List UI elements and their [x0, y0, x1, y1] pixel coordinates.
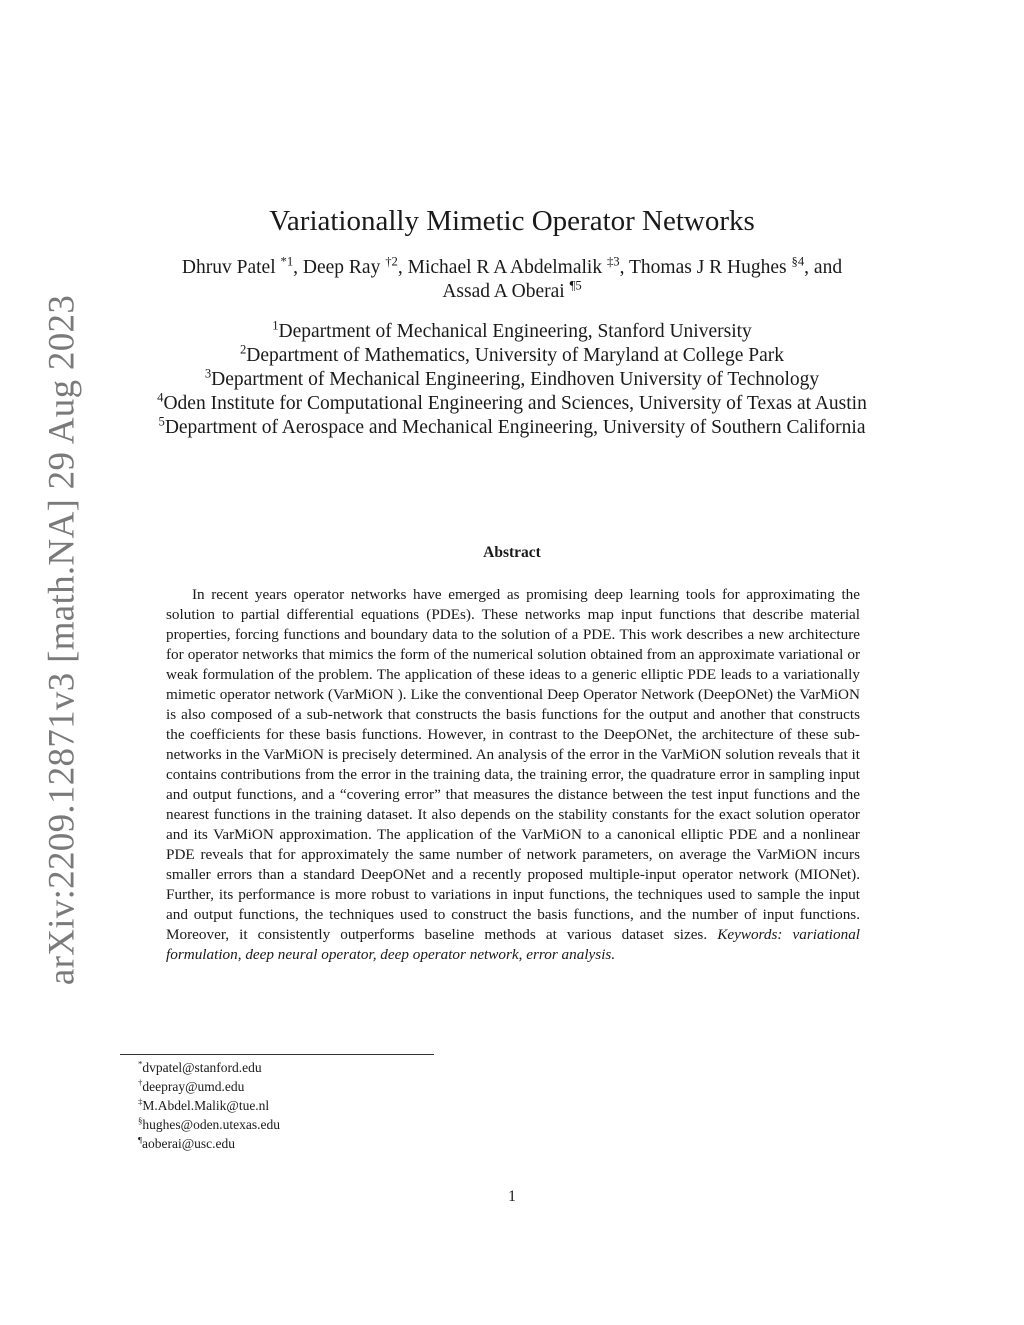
footnote-email: dvpatel@stanford.edu	[142, 1060, 262, 1075]
author-name: Thomas J R Hughes	[629, 257, 792, 278]
author-list	[110, 256, 914, 304]
footnote-email: deepray@umd.edu	[142, 1079, 245, 1094]
keywords-text: variational formulation, deep neural operator, deep operator network, error analysis.	[166, 926, 861, 963]
author-conjunction: , and	[804, 257, 843, 278]
footnote-mark: ‡	[138, 1096, 143, 1107]
author-mark: ¶5	[569, 278, 582, 293]
footnote-mark: †	[138, 1077, 143, 1088]
affiliation	[100, 416, 924, 440]
abstract-text: In recent years operator networks have emerged as promising deep learning tools for approximating the solution to partial differential equations (PDEs). These networks map input functions that describe material properties, forcing functions and boundary data to the solution of a PDE. This work describes a new architecture for operator networks that mimics the form of the numerical solution obtained from an approximate variational or weak formulation of the problem. The application of these ideas to a generic elliptic PDE leads to a variationally mimetic operator network (VarMiON ). Like the conventional Deep Operator Network (DeepONet) the VarMiON is also composed of a sub-network that constructs the basis functions for the output and another that constructs the coefficients for these basis functions. However, in contrast to the DeepONet, the architecture of these sub-networks in the VarMiON is precisely determined. An analysis of the error in the VarMiON solution reveals that it contains contributions from the error in the training data, the training error, the quadrature error in sampling input and output functions, and a “covering error” that measures the distance between the test input functions and the nearest functions in the training dataset. It also depends on the stability constants for the exact solution operator and its VarMiON approximation. The application of the VarMiON to a canonical elliptic PDE and a nonlinear PDE reveals that for approximately the same number of network parameters, on average the VarMiON incurs smaller errors than a standard DeepONet and a recently proposed multiple-input operator network (MIONet). Further, its performance is more robust to variations in input functions, the techniques used to sample the input and output functions, the techniques used to construct the basis functions, and the number of input functions. Moreover, it consistently outperforms baseline methods at various dataset sizes.	[166, 586, 860, 943]
footnote-email: M.Abdel.Malik@tue.nl	[142, 1098, 270, 1113]
footnote-mark: *	[138, 1058, 143, 1069]
author-separator: ,	[293, 257, 303, 278]
footnote	[138, 1134, 280, 1153]
affiliation-number: 3	[204, 366, 212, 381]
paper-title: Variationally Mimetic Operator Networks	[269, 205, 755, 238]
affiliation-text: Department of Mechanical Engineering, Stanford University	[278, 321, 752, 342]
footnote-divider	[120, 1054, 434, 1055]
footnote	[138, 1115, 280, 1134]
page-number: 1	[508, 1188, 516, 1205]
affiliation-number: 2	[239, 342, 247, 357]
footnote-list	[138, 1058, 280, 1153]
author-name: Dhruv Patel	[181, 257, 281, 278]
affiliation	[100, 320, 924, 344]
affiliation-text: Department of Aerospace and Mechanical Engineering, University of Southern California	[164, 417, 866, 438]
affiliation-number: 5	[158, 414, 165, 429]
affiliation-list	[100, 320, 924, 440]
footnote-mark: ¶	[138, 1134, 142, 1145]
affiliation-number: 4	[157, 390, 164, 405]
affiliation-text: Department of Mathematics, University of Maryland at College Park	[246, 345, 785, 366]
abstract-heading: Abstract	[483, 544, 541, 561]
footnote-email: hughes@oden.utexas.edu	[142, 1117, 281, 1132]
affiliation	[100, 368, 924, 392]
author-mark: *1	[280, 254, 294, 269]
arxiv-identifier-stamp: arXiv:2209.12871v3 [math.NA] 29 Aug 2023	[41, 294, 83, 986]
affiliation	[100, 344, 924, 368]
footnote-email: aoberai@usc.edu	[141, 1136, 236, 1151]
keywords-label: Keywords:	[717, 926, 783, 943]
author-separator: ,	[397, 257, 408, 278]
affiliation	[100, 392, 924, 416]
author-name: Deep Ray	[302, 257, 386, 278]
affiliation-number: 1	[272, 318, 279, 333]
author-separator: ,	[619, 257, 630, 278]
author-mark: §4	[791, 254, 805, 269]
author-mark: ‡3	[606, 254, 620, 269]
footnote	[138, 1077, 280, 1096]
affiliation-text: Department of Mechanical Engineering, Eindhoven University of Technology	[211, 369, 820, 390]
author-name: Assad A Oberai	[442, 281, 570, 302]
abstract-body	[166, 585, 860, 965]
footnote	[138, 1096, 280, 1115]
affiliation-text: Oden Institute for Computational Engineering and Sciences, University of Texas at Austin	[163, 393, 867, 414]
footnote	[138, 1058, 280, 1077]
author-name: Michael R A Abdelmalik	[407, 257, 607, 278]
author-mark: †2	[385, 254, 398, 269]
footnote-mark: §	[138, 1115, 143, 1126]
